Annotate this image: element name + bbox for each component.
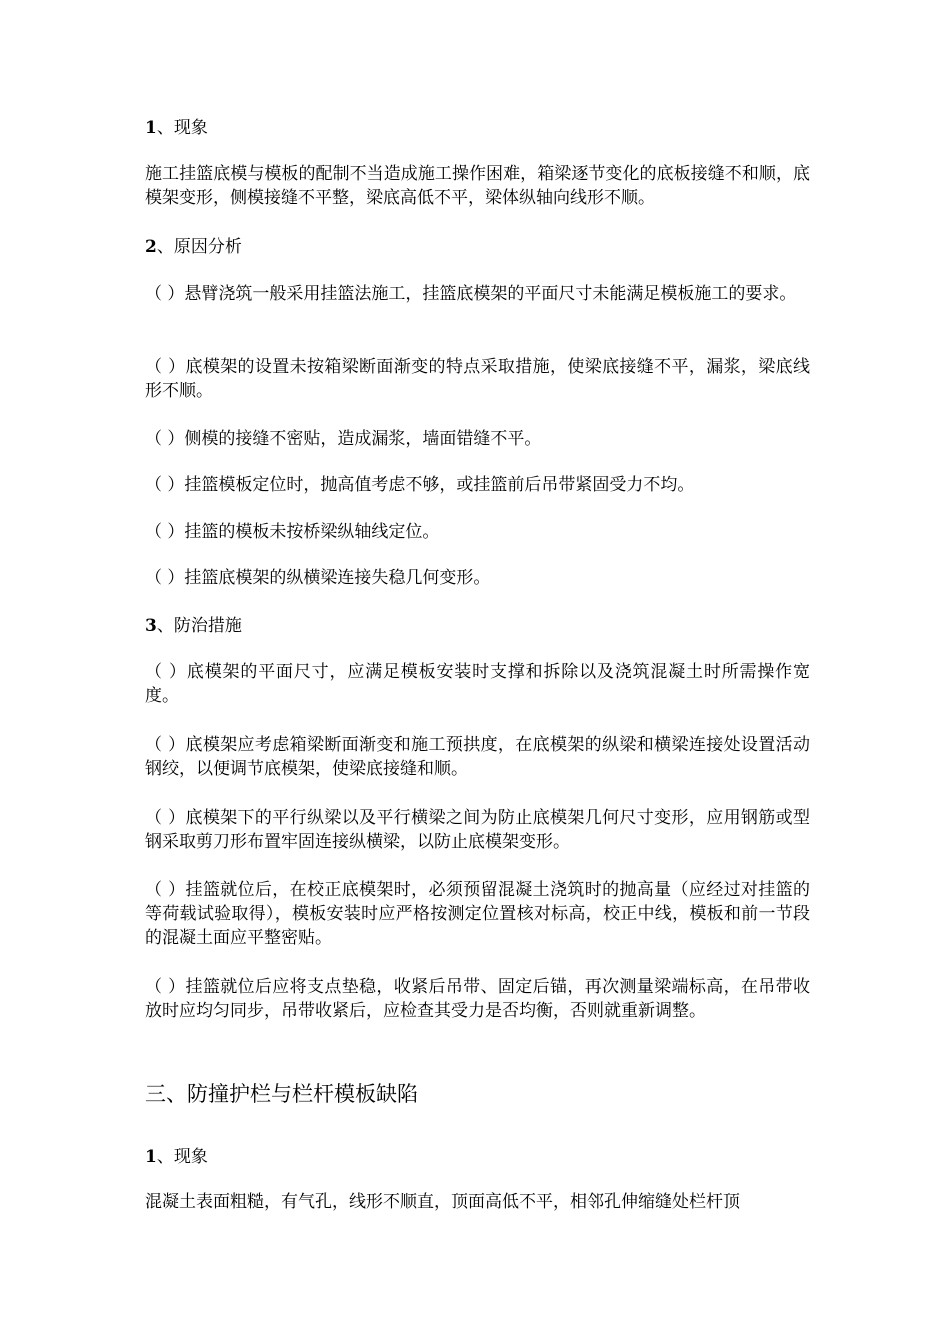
- measure-item: [145, 660, 810, 708]
- cause-item: [145, 566, 810, 590]
- cause-item: [145, 355, 810, 403]
- item-prefix: （ ）: [145, 429, 185, 449]
- heading-text: 、防治措施: [156, 616, 242, 636]
- heading-number: 1: [145, 118, 157, 138]
- phenomenon-paragraph: 施工挂篮底模与模板的配制不当造成施工操作困难，箱梁逐节变化的底板接缝不和顺，底模架变形，侧模接缝不平整，梁底高低不平，梁体纵轴向线形不顺。: [145, 164, 810, 208]
- item-prefix: （ ）: [145, 808, 186, 828]
- heading-prevention-measures: [145, 614, 242, 638]
- item-prefix: （ ）: [145, 475, 185, 495]
- measure-item-text: 底模架应考虑箱梁断面渐变和施工预拱度，在底模架的纵梁和横梁连接处设置活动钢绞，以便调节底模架，使梁底接缝和顺。: [145, 735, 811, 779]
- measure-item: [145, 975, 810, 1023]
- item-prefix: （ ）: [145, 284, 185, 304]
- measure-item: [145, 806, 810, 854]
- measure-item-text: 挂篮就位后，在校正底模架时，必须预留混凝土浇筑时的抛高量（应经过对挂篮的等荷载试验取得），模板安装时应严格按测定位置核对标高，校正中线，模板和前一节段的混凝土面应平整密贴。: [145, 880, 811, 948]
- phenomenon-paragraph: 混凝土表面粗糙，有气孔，线形不顺直，顶面高低不平，相邻孔伸缩缝处栏杆顶: [145, 1192, 740, 1212]
- heading-text: 、原因分析: [156, 237, 242, 257]
- cause-item-text: 挂篮的模板未按桥梁纵轴线定位。: [184, 522, 440, 542]
- item-prefix: （ ）: [145, 735, 186, 755]
- item-prefix: （ ）: [145, 662, 187, 682]
- heading-number: 3: [145, 616, 157, 636]
- cause-item: [145, 282, 810, 306]
- cause-item-text: 挂篮底模架的纵横梁连接失稳几何变形。: [184, 568, 491, 588]
- item-prefix: （ ）: [145, 522, 185, 542]
- item-prefix: （ ）: [145, 568, 185, 588]
- measure-item: [145, 878, 810, 950]
- heading-number: 2: [145, 237, 157, 257]
- measure-item: [145, 733, 810, 781]
- heading-text: 、现象: [156, 1147, 208, 1167]
- item-prefix: （ ）: [145, 880, 186, 900]
- item-prefix: （ ）: [145, 977, 186, 997]
- cause-item: [145, 427, 810, 451]
- cause-item-text: 底模架的设置未按箱梁断面渐变的特点采取措施，使梁底接缝不平，漏浆，梁底线形不顺。: [145, 357, 811, 401]
- heading-phenomenon: [145, 116, 208, 140]
- heading-number: 1: [145, 1147, 157, 1167]
- cause-item: [145, 520, 810, 544]
- cause-item: [145, 473, 810, 497]
- cause-item-text: 挂篮模板定位时，抛高值考虑不够，或挂篮前后吊带紧固受力不均。: [184, 475, 695, 495]
- cause-item-text: 侧模的接缝不密贴，造成漏浆，墙面错缝不平。: [184, 429, 542, 449]
- heading-phenomenon: [145, 1145, 208, 1169]
- cause-item-text: 悬臂浇筑一般采用挂篮法施工，挂篮底模架的平面尺寸未能满足模板施工的要求。: [184, 284, 797, 304]
- heading-text: 、现象: [156, 118, 208, 138]
- heading-cause-analysis: [145, 235, 242, 259]
- measure-item-text: 挂篮就位后应将支点垫稳，收紧后吊带、固定后锚，再次测量梁端标高，在吊带收放时应均匀同步，吊带收紧后，应检查其受力是否均衡，否则就重新调整。: [145, 977, 811, 1021]
- item-prefix: （ ）: [145, 357, 186, 377]
- measure-item-text: 底模架下的平行纵梁以及平行横梁之间为防止底模架几何尺寸变形，应用钢筋或型钢采取剪刀形布置牢固连接纵横梁，以防止底模架变形。: [145, 808, 811, 852]
- section-title: 三、防撞护栏与栏杆模板缺陷: [145, 1082, 418, 1106]
- measure-item-text: 底模架的平面尺寸，应满足模板安装时支撑和拆除以及浇筑混凝土时所需操作宽度。: [145, 662, 811, 706]
